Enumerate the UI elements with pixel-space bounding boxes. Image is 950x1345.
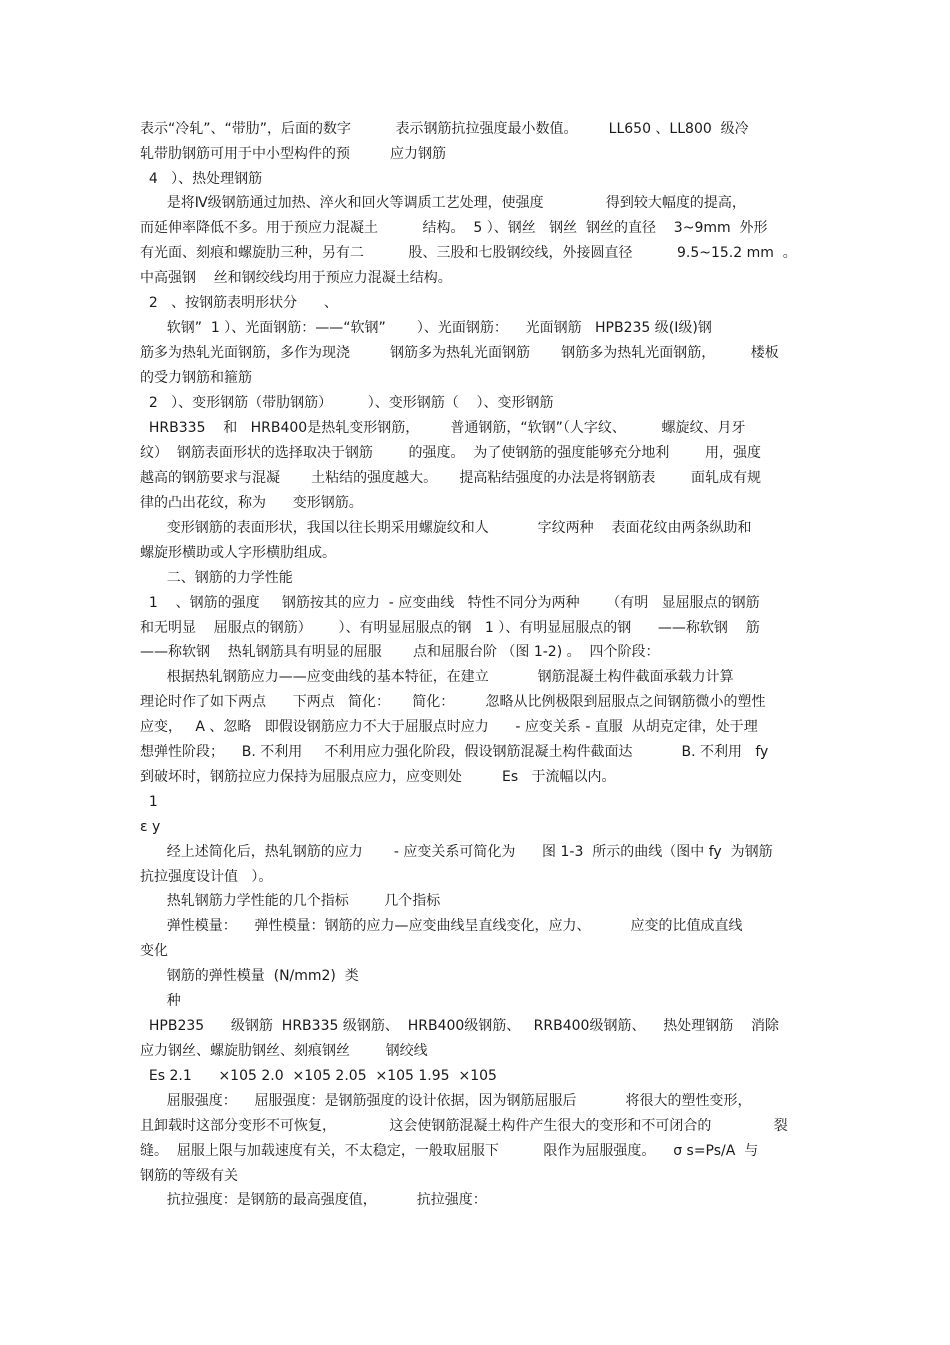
text-line: 1 、钢筋的强度 钢筋按其的应力 - 应变曲线 特性不同分为两种 （有明 显屈服点的钢筋 bbox=[140, 595, 760, 611]
text-line: 弹性模量： 弹性模量：钢筋的应力—应变曲线呈直线变化，应力、 应变的比值成直线 bbox=[140, 918, 743, 934]
text-line: 筋多为热轧光面钢筋，多作为现浇 钢筋多为热轧光面钢筋 钢筋多为热轧光面钢筋， 楼板 bbox=[140, 345, 779, 361]
text-line: HPB235 级钢筋 HRB335 级钢筋、 HRB400级钢筋、 RRB400级钢筋、 热处理钢筋 消除 bbox=[140, 1018, 780, 1034]
text-line: 钢筋的弹性模量 (N/mm2) 类 bbox=[140, 968, 359, 984]
text-line: 种 bbox=[140, 993, 181, 1009]
text-line: 轧带肋钢筋可用于中小型构件的预 应力钢筋 bbox=[140, 146, 447, 162]
text-line: 螺旋形横助或人字形横肋组成。 bbox=[140, 545, 336, 561]
text-line: 是将Ⅳ级钢筋通过加热、淬火和回火等调质工艺处理，使强度 得到较大幅度的提高， bbox=[140, 195, 746, 211]
text-line: HRB335 和 HRB400是热轧变形钢筋， 普通钢筋，“软钢”（人字纹、 螺旋纹、月牙 bbox=[140, 420, 746, 436]
text-line: 的受力钢筋和箍筋 bbox=[140, 370, 252, 386]
text-line: ε y bbox=[140, 819, 161, 835]
text-line: 2 ）、变形钢筋（带肋钢筋） ）、变形钢筋（ ）、变形钢筋 bbox=[140, 395, 554, 411]
text-line: 变化 bbox=[140, 943, 168, 959]
text-line: 表示“冷轧”、“带肋”，后面的数字 表示钢筋抗拉强度最小数值。 LL650 、LL800 级冷 bbox=[140, 121, 749, 137]
text-line: 理论时作了如下两点 下两点 简化： 简化： 忽略从比例极限到屈服点之间钢筋微小的塑性 bbox=[140, 694, 766, 710]
text-line: ——称软钢 热轧钢筋具有明显的屈服 点和屈服台阶 （图 1-2) 。 四个阶段： bbox=[140, 644, 660, 660]
text-line: 缝。 屈服上限与加载速度有关，不太稳定，一般取屈服下 限作为屈服强度。 σ s=Ps/A 与 bbox=[140, 1143, 759, 1159]
text-line: 律的凸出花纹，称为 变形钢筋。 bbox=[140, 495, 363, 511]
text-line: 中高强钢 丝和钢绞线均用于预应力混凝土结构。 bbox=[140, 270, 452, 286]
text-line: 到破坏时，钢筋拉应力保持为屈服点应力，应变则处 Es 于流幅以内。 bbox=[140, 769, 616, 785]
text-line: 2 、按钢筋表明形状分 、 bbox=[140, 295, 338, 311]
text-line: 和无明显 屈服点的钢筋） ）、有明显屈服点的钢 1 ）、有明显屈服点的钢 ——称软钢 筋 bbox=[140, 620, 760, 636]
text-line: 变形钢筋的表面形状，我国以往长期采用螺旋纹和人 字纹两种 表面花纹由两条纵助和 bbox=[140, 520, 752, 536]
text-line: Es 2.1 ×105 2.0 ×105 2.05 ×105 1.95 ×105 bbox=[140, 1068, 497, 1084]
text-line: 屈服强度： 屈服强度：是钢筋强度的设计依据，因为钢筋屈服后 将很大的塑性变形， bbox=[140, 1093, 752, 1109]
text-line: 热轧钢筋力学性能的几个指标 几个指标 bbox=[140, 893, 441, 909]
text-line: 有光面、刻痕和螺旋肋三种，另有二 股、三股和七股钢绞线，外接圆直径 9.5~15.2 mm 。 bbox=[140, 245, 797, 261]
text-line: 应变， A 、忽略 即假设钢筋应力不大于屈服点时应力 - 应变关系 - 直服 从胡克定律，处于理 bbox=[140, 719, 758, 735]
text-line: 软钢” 1 ）、光面钢筋：——“软钢” ）、光面钢筋： 光面钢筋 HPB235 级(Ⅰ级)钢 bbox=[140, 320, 712, 336]
text-line: 根据热轧钢筋应力——应变曲线的基本特征，在建立 钢筋混凝土构件截面承载力计算 bbox=[140, 669, 734, 685]
text-line: 想弹性阶段； B. 不利用 不利用应力强化阶段，假设钢筋混凝土构件截面达 B. 不利用 fy bbox=[140, 744, 769, 760]
text-line: 而延伸率降低不多。用于预应力混凝土 结构。 5 ）、钢丝 钢丝 钢丝的直径 3~9mm 外形 bbox=[140, 220, 768, 236]
text-line: 应力钢丝、螺旋肋钢丝、刻痕钢丝 钢绞线 bbox=[140, 1043, 428, 1059]
text-line: 钢筋的等级有关 bbox=[140, 1168, 238, 1184]
text-line: 经上述简化后，热轧钢筋的应力 - 应变关系可简化为 图 1-3 所示的曲线（图中 fy 为钢筋 bbox=[140, 844, 773, 860]
text-line: 二、钢筋的力学性能 bbox=[140, 570, 293, 586]
text-line: 越高的钢筋要求与混凝 土粘结的强度越大。 提高粘结强度的办法是将钢筋表 面轧成有规 bbox=[140, 470, 762, 486]
text-line: 纹） 钢筋表面形状的选择取决于钢筋 的强度。 为了使钢筋的强度能够充分地利 用，强度 bbox=[140, 445, 762, 461]
text-line: 4 ）、热处理钢筋 bbox=[140, 171, 263, 187]
text-line: 抗拉强度：是钢筋的最高强度值， 抗拉强度： bbox=[140, 1192, 487, 1208]
text-line: 且卸载时这部分变形不可恢复， 这会使钢筋混凝土构件产生很大的变形和不可闭合的 裂 bbox=[140, 1118, 788, 1134]
text-line: 抗拉强度设计值 ）。 bbox=[140, 869, 273, 885]
text-line: 1 bbox=[140, 794, 158, 810]
